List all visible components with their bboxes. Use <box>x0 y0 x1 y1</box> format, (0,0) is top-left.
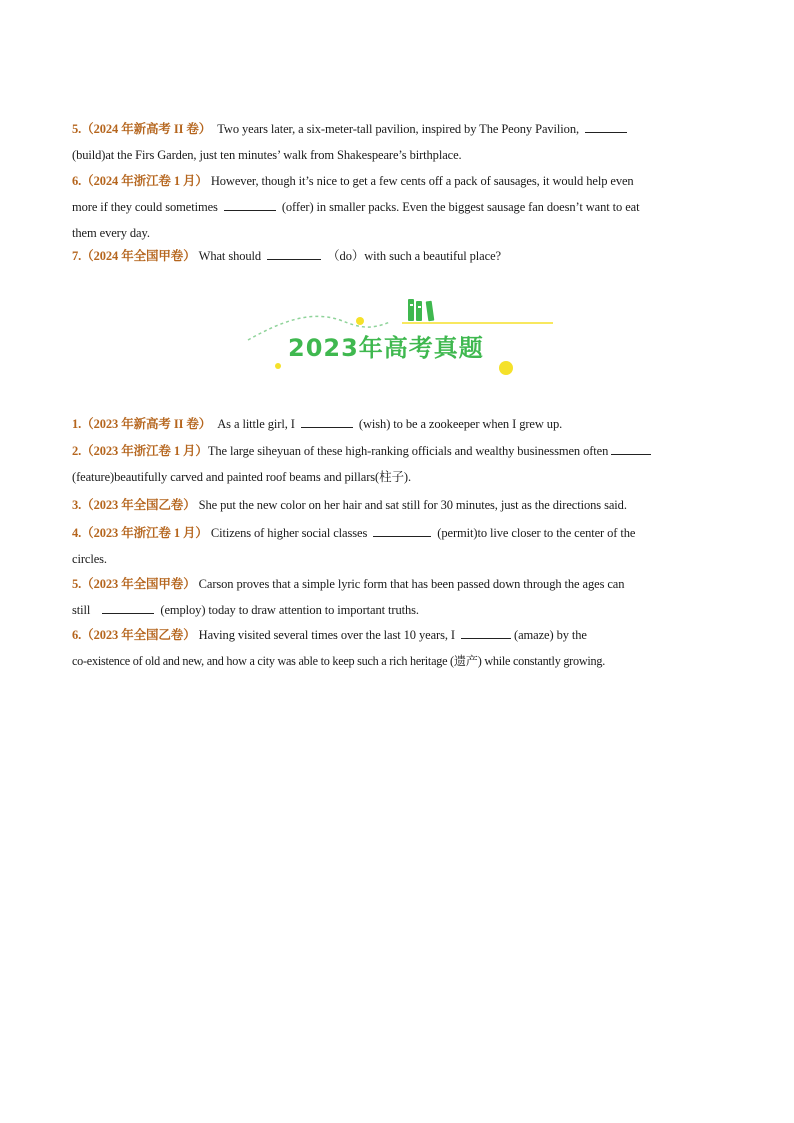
question-label: 3.（2023 年全国乙卷） <box>72 498 196 512</box>
question-text: (wish) to be a zookeeper when I grew up. <box>358 417 563 431</box>
question-label: 4.（2023 年浙江卷 1 月） <box>72 526 208 540</box>
question-text: （do）with such a beautiful place? <box>327 249 501 263</box>
banner-title: 2023年高考真题 <box>288 334 484 362</box>
question-text: (employ) today to draw attention to important truths. <box>160 603 419 617</box>
question-2023-6 <box>72 622 722 674</box>
answer-blank[interactable] <box>585 120 627 133</box>
question-text: (offer) in smaller packs. Even the biggest sausage fan doesn’t want to eat <box>281 200 640 214</box>
question-label: 6.（2023 年全国乙卷） <box>72 628 196 642</box>
question-text: However, though it’s nice to get a few cents off a pack of sausages, it would help even <box>210 174 634 188</box>
answer-blank[interactable] <box>267 247 321 260</box>
answer-blank[interactable] <box>224 198 276 211</box>
question-text: (permit)to live closer to the center of the <box>437 526 636 540</box>
question-text: them every day. <box>72 226 150 240</box>
question-text: As a little girl, I <box>217 417 295 431</box>
yellow-dot <box>275 363 281 369</box>
question-label: 5.（2024 年新高考 II 卷） <box>72 122 212 136</box>
question-text: What should <box>198 249 262 263</box>
answer-blank[interactable] <box>611 442 651 455</box>
question-text: (amaze) by the <box>514 628 587 642</box>
question-label: 5.（2023 年全国甲卷） <box>72 577 196 591</box>
answer-blank[interactable] <box>102 601 154 614</box>
answer-blank[interactable] <box>373 524 431 537</box>
question-2023-5 <box>72 571 722 623</box>
question-2023-1 <box>72 411 722 437</box>
question-label: 1.（2023 年新高考 II 卷） <box>72 417 212 431</box>
question-label: 7.（2024 年全国甲卷） <box>72 249 196 263</box>
question-text: (build)at the Firs Garden, just ten minutes’ walk from Shakespeare’s birthplace. <box>72 148 462 162</box>
question-text: The large siheyuan of these high-ranking officials and wealthy businessmen often <box>207 444 609 458</box>
section-banner <box>240 292 560 380</box>
answer-blank[interactable] <box>301 415 353 428</box>
question-label: 2.（2023 年浙江卷 1 月） <box>72 444 208 458</box>
question-2024-5 <box>72 116 722 168</box>
question-text: still <box>72 603 91 617</box>
yellow-dot <box>499 361 513 375</box>
question-text: Citizens of higher social classes <box>210 526 368 540</box>
question-2023-4 <box>72 520 722 572</box>
question-text: (feature)beautifully carved and painted roof beams and pillars(柱子). <box>72 470 411 484</box>
question-2024-7 <box>72 243 722 269</box>
question-text: co-existence of old and new, and how a city was able to keep such a rich heritage (遗产) while constantly growing. <box>72 654 606 668</box>
question-text: Carson proves that a simple lyric form that has been passed down through the ages can <box>198 577 625 591</box>
yellow-dot <box>356 317 364 325</box>
question-text: Two years later, a six-meter-tall pavilion, inspired by The Peony Pavilion, <box>217 122 579 136</box>
question-text: circles. <box>72 552 107 566</box>
question-text: She put the new color on her hair and sat still for 30 minutes, just as the directions said. <box>198 498 627 512</box>
books-icon <box>408 299 434 321</box>
answer-blank[interactable] <box>461 626 511 639</box>
question-2024-6 <box>72 168 722 246</box>
question-text: Having visited several times over the last 10 years, I <box>198 628 455 642</box>
question-label: 6.（2024 年浙江卷 1 月） <box>72 174 208 188</box>
question-2023-3 <box>72 492 722 518</box>
question-text: more if they could sometimes <box>72 200 218 214</box>
question-2023-2 <box>72 438 722 490</box>
